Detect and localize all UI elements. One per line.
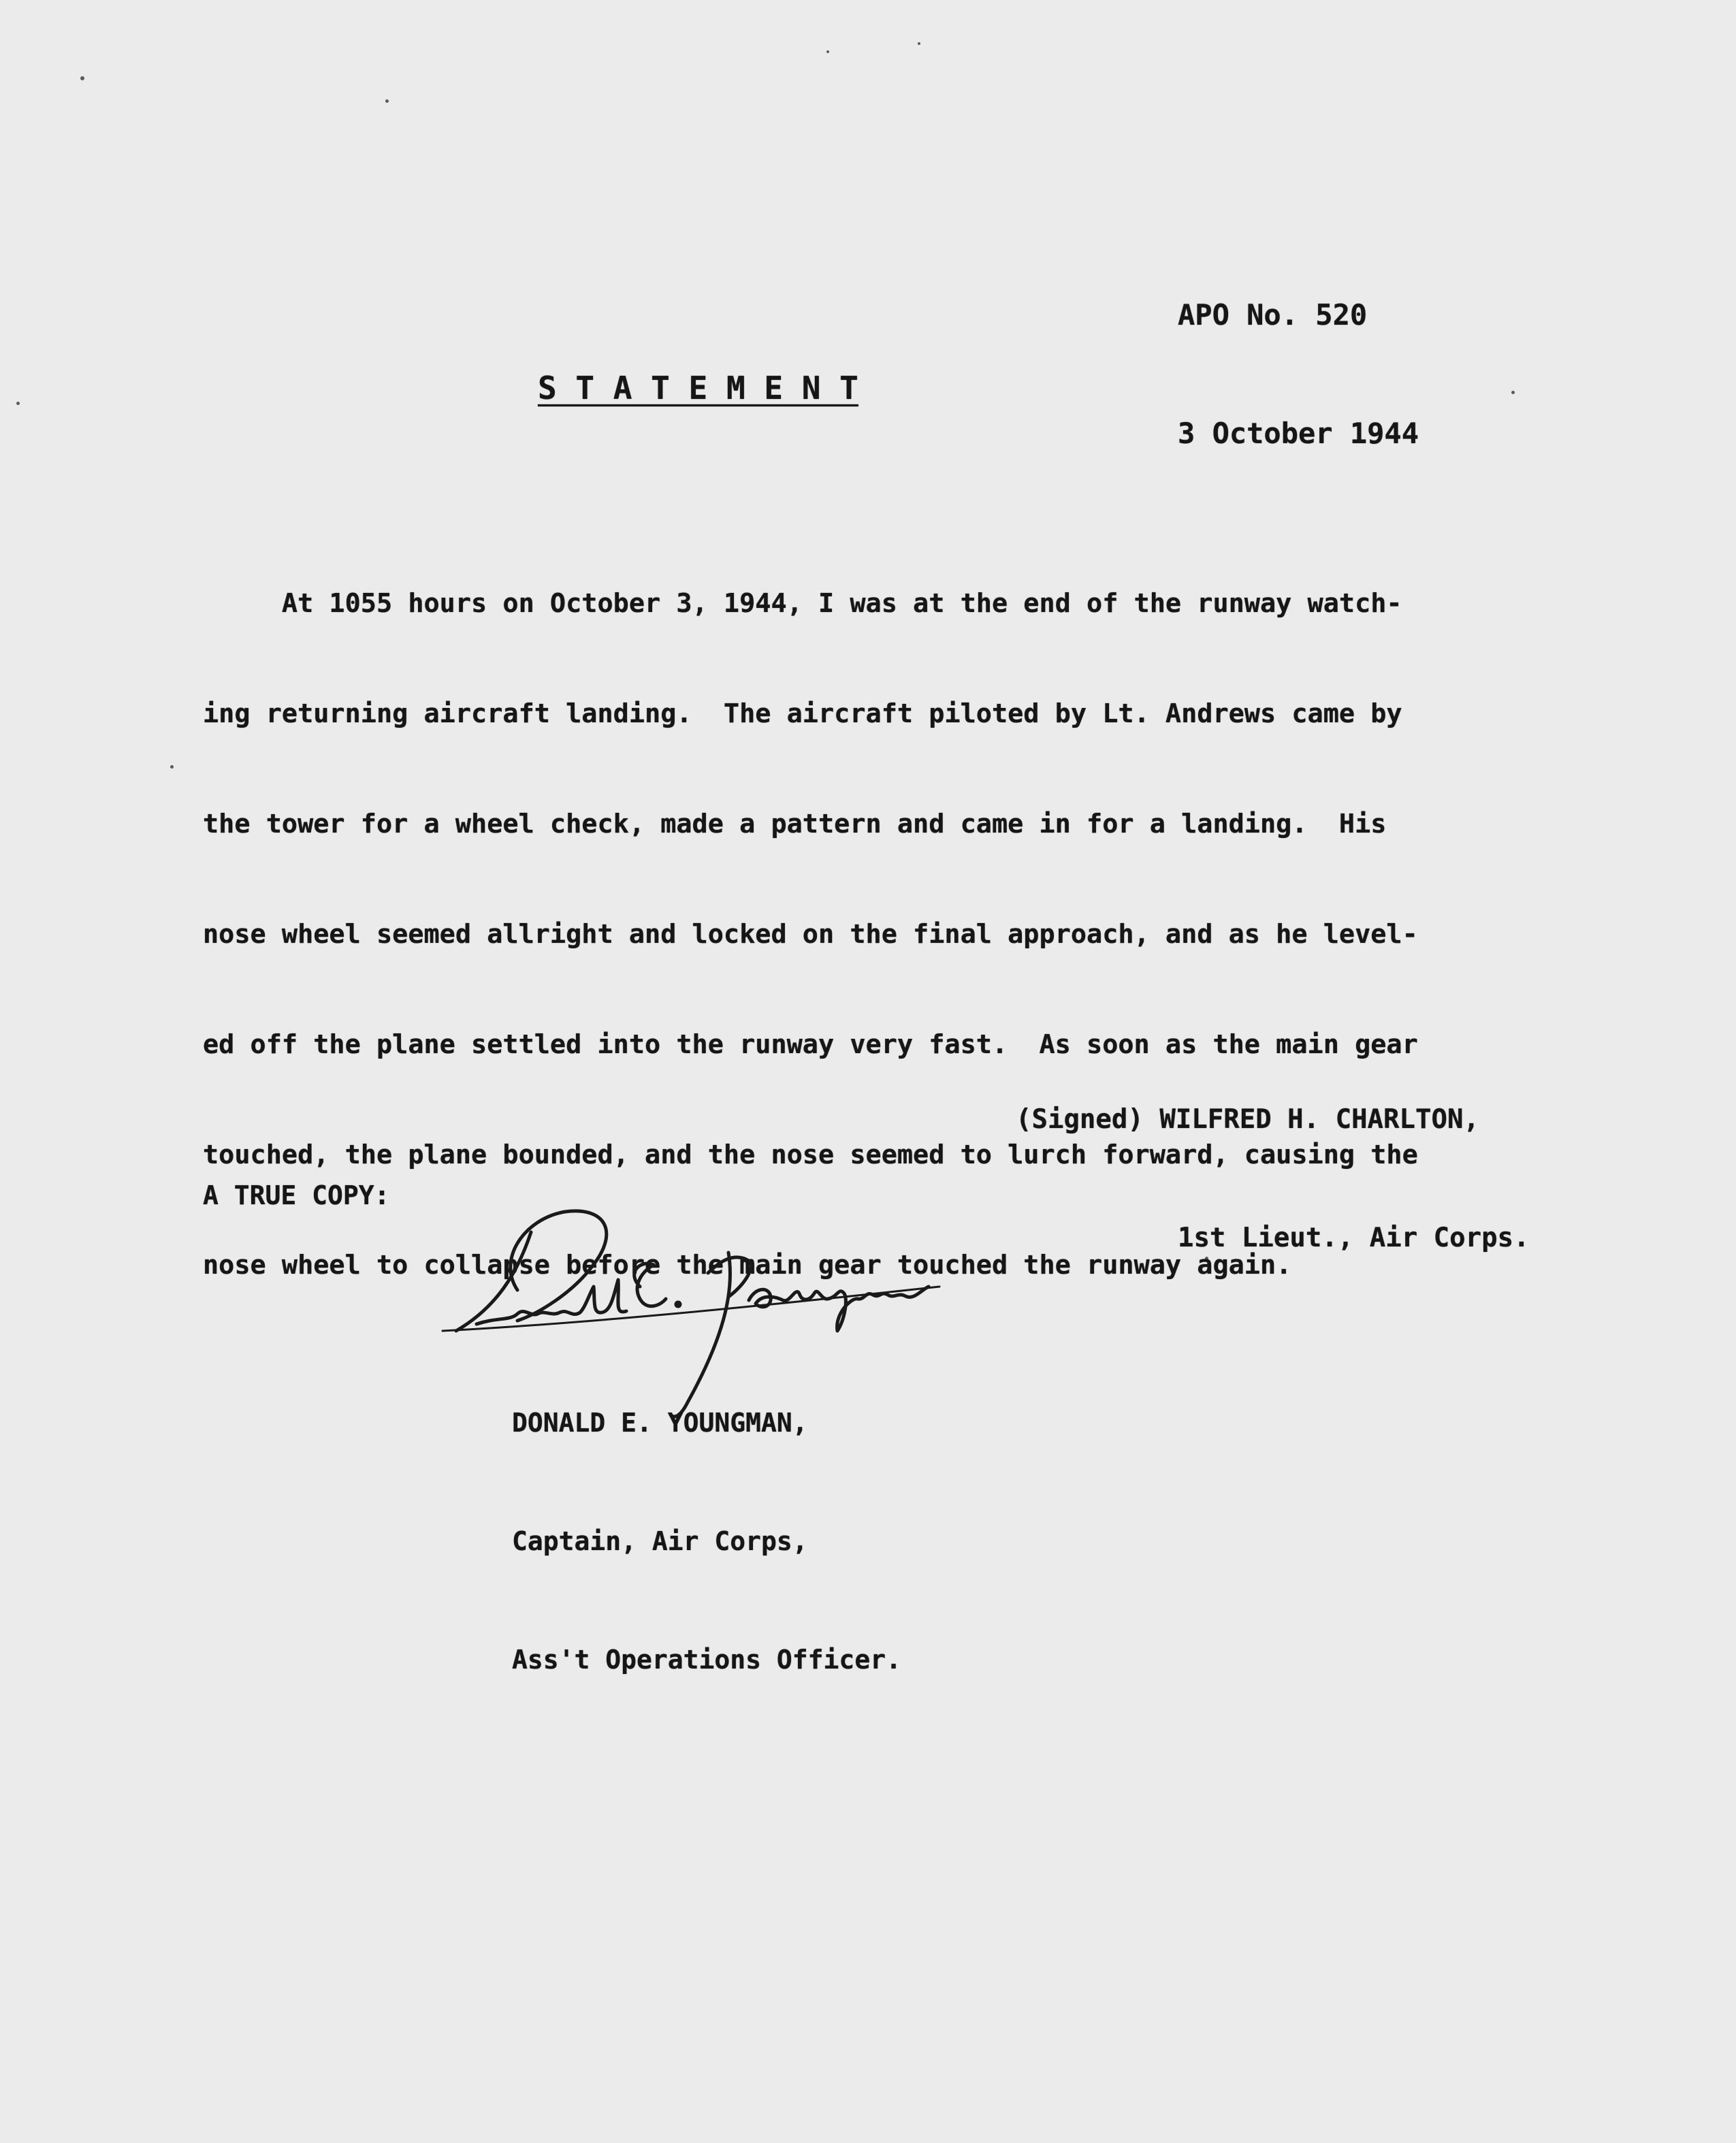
document-date: 3 October 1944: [1178, 417, 1419, 450]
apo-number: APO No. 520: [1178, 298, 1368, 332]
body-line: nose wheel seemed allright and locked on the final approach, and as he level-: [203, 919, 1418, 950]
signed-block: [1016, 1021, 1530, 1337]
body-line: ing returning aircraft landing. The aircraft piloted by Lt. Andrews came by: [203, 698, 1402, 729]
scan-speck: [16, 402, 20, 405]
officer-title: Ass't Operations Officer.: [512, 1645, 901, 1675]
scan-speck: [1511, 391, 1515, 394]
scan-speck: [385, 99, 389, 103]
scan-speck: [918, 42, 920, 45]
signed-name: (Signed) WILFRED H. CHARLTON,: [1016, 1104, 1479, 1135]
body-line: At 1055 hours on October 3, 1944, I was at the end of the runway watch-: [203, 588, 1402, 619]
officer-block: [512, 1324, 901, 1758]
scan-speck: [826, 50, 829, 53]
signed-rank: 1st Lieut., Air Corps.: [1178, 1223, 1530, 1253]
header-block: [1178, 216, 1419, 532]
body-line: the tower for a wheel check, made a pattern and came in for a landing. His: [203, 809, 1387, 839]
body-line: ed off the plane settled into the runway very fast. As soon as the main gear: [203, 1029, 1418, 1060]
body-line: touched, the plane bounded, and the nose seemed to lurch forward, causing the: [203, 1140, 1418, 1170]
true-copy-label: A TRUE COPY:: [203, 1180, 390, 1210]
scan-speck: [170, 765, 174, 769]
scan-speck: [80, 76, 84, 80]
officer-name: DONALD E. YOUNGMAN,: [512, 1408, 808, 1438]
body-line: nose wheel to collapse before the main gear touched the runway again.: [203, 1250, 1292, 1280]
officer-rank: Captain, Air Corps,: [512, 1526, 808, 1556]
document-title: S T A T E M E N T: [538, 370, 858, 406]
